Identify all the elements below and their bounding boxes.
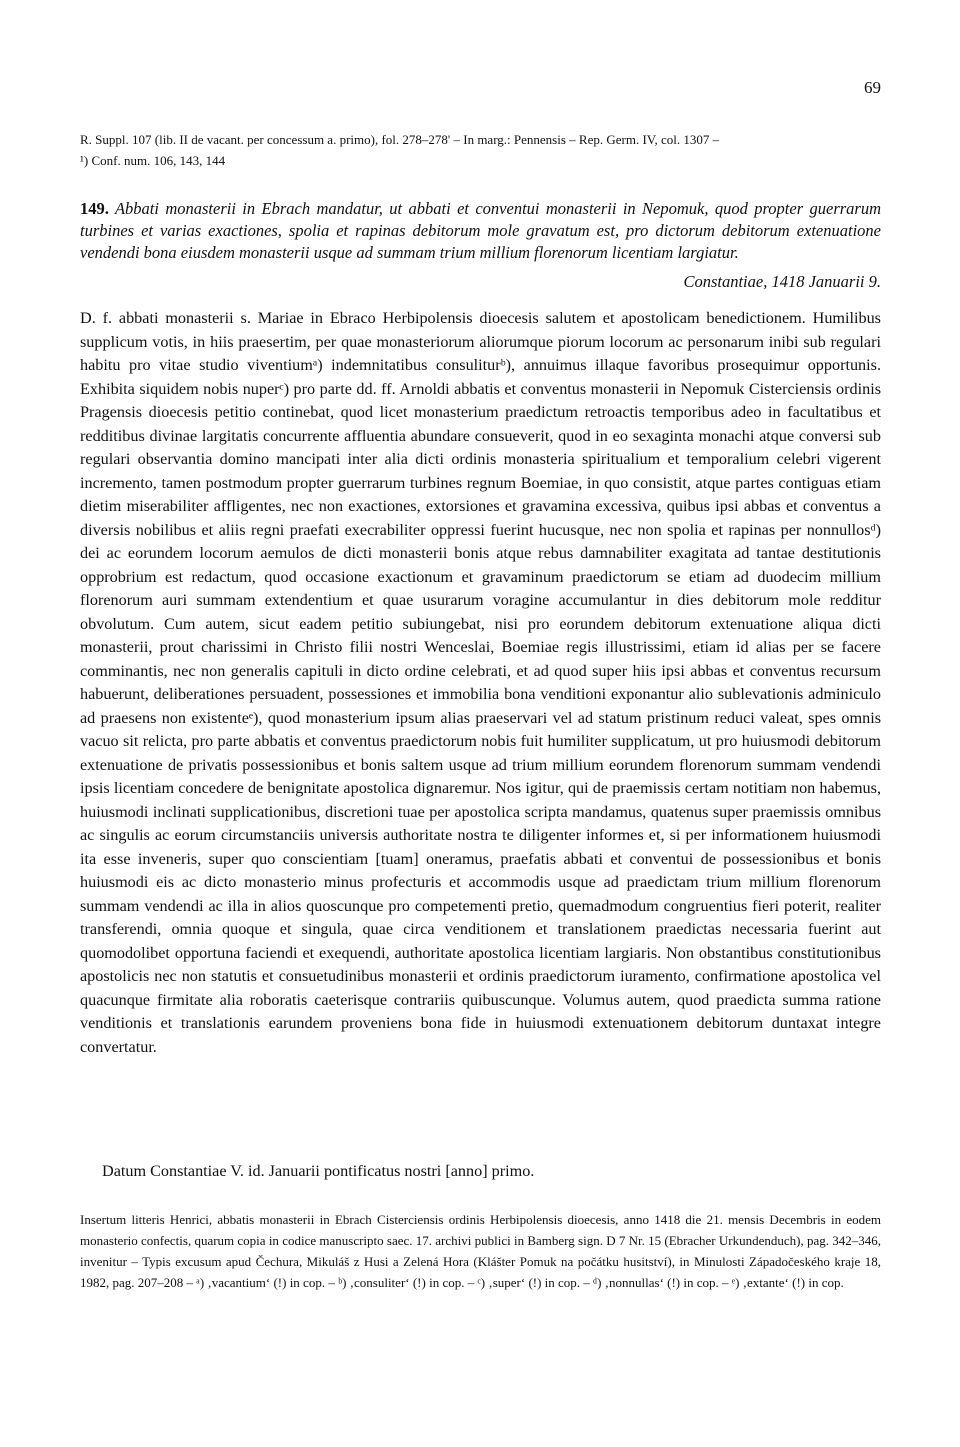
- document-body: [80, 307, 881, 1059]
- document-number: 149.: [80, 199, 109, 218]
- body-paragraph: D. f. abbati monasterii s. Mariae in Ebraco Herbipolensis dioecesis salutem et apostolicam benedictionem. Humilibus supplicum votis, in hiis praesertim, per quae monasteriorum aliorumque piorum locorum ac personarum inibi sub regulari habitu pro vitae studio viventiumᵃ) indemnitatibus consuliturᵇ), annuimus illaque favoribus prosequimur opportunis. Exhibita siquidem nobis nuperᶜ) pro parte dd. ff. Arnoldi abbatis et conventus monasterii in Nepomuk Cisterciensis ordinis Pragensis dioecesis petitio continebat, quod licet monasterium praedictum retroactis temporibus adeo in facultatibus et redditibus divinae largitatis concurrente affluentia abundare consueverit, quod in eo sexaginta monachi atque conversi sub regulari observantia domino mancipati inter alia dicti ordinis monasteria spiritualium et temporalium celebri vigerent incremento, tamen postmodum propter guerrarum turbines regnum Boemiae, in quo consistit, atque partes contiguas etiam dietim miserabiliter affligentes, nec non exactiones, extorsiones et gravamina excessiva, quibus ipsi abbas et conventus a diversis nobilibus et aliis regni praefati execrabiliter oppressi fuerint hucusque, nec non spolia et rapinas per nonnullosᵈ) dei ac eorundem locorum aemulos de dicti monasterii bonis atque rebus damnabiliter exagitata ad tantae destitutionis opprobrium est redactum, quod occasione exactionum et gravaminum praedictorum se etiam ad duodecim millium florenorum auri summam extendentium et quae usurarum voragine accumulantur in dies debitorum mole redditur obvolutum. Cum autem, sicut eadem petitio subiungebat, nisi pro eorundem debitorum extenuatione aliqua dicti monasterii, prout charissimi in Christo filii nostri Wenceslai, Boemiae regis illustrissimi, etiam id alias per se facere comminantis, nec non generalis capituli in dicto ordine celebrati, et ad quod super hiis ipsi abbas et conventus recursum habuerunt, deliberationes persuadent, possessiones et immobilia bona venditioni exponantur alio sublevationis adminiculo ad praesens non existenteᵉ), quod monasterium ipsum alias praeservari vel ad statum pristinum reduci valeat, spes omnis vacuo sit relicta, pro parte abbatis et conventus praedictorum nobis fuit humiliter supplicatum, ut pro huiusmodi debitorum extenuatione de privatis possessionibus et bonis saltem usque ad trium millium eorundem florenorum summam vendendi ipsis licentiam concedere de benignitate apostolica dignaremur. Nos igitur, qui de praemissis certam notitiam non habemus, huiusmodi inclinati supplicationibus, discretioni tuae per apostolica scripta mandamus, quatenus super praemissis omnibus ac singulis ac eorum circumstanciis universis authoritate nostra te diligenter informes et, si per informationem huiusmodi ita esse inveneris, super quo conscientiam [tuam] oneramus, praefatis abbati et conventui de possessionibus et bonis huiusmodi eis ac dicto monasterio minus profecturis et accommodis usque ad praedictam trium millium florenorum summam vendendi ac illa in alios quoscunque pro competementi pretio, quemadmodum congruentius fieri poterit, realiter transferendi, omnia quoque et singula, quae circa venditionem et translationem praedictas necessaria fuerint aut quomodolibet opportuna faciendi et exequendi, authoritate apostolica licentiam largiaris. Non obstantibus constitutionibus apostolicis nec non statutis et consuetudinibus monasterii et ordinis praedictorum iuramento, confirmatione apostolica vel quacunque firmitate alia roboratis caeterisque contrariis quibuscunque. Volumus autem, quod praedicta summa ratione venditionis et translationis earundem proveniens bona fide in huiusmodi extenuationem debitorum duntaxat integre convertatur.: [80, 309, 881, 1056]
- datum-line: Datum Constantiae V. id. Januarii pontificatus nostri [anno] primo.: [102, 1162, 535, 1180]
- regest-text: Abbati monasterii in Ebrach mandatur, ut abbati et conventui monasterii in Nepomuk, quod propter guerrarum turbines et varias exactiones, spolia et rapinas debitorum mole gravatum est, pro dictorum debitorum extenuatione vendendi bona eiusdem monasterii usque ad summam trium millium florenorum licentiam largiatur.: [80, 199, 882, 262]
- header-note-line: ¹) Conf. num. 106, 143, 144: [80, 153, 226, 168]
- header-note-line: R. Suppl. 107 (lib. II de vacant. per concessum a. primo), fol. 278–278' – In marg.: Pennensis – Rep. Germ. IV, col. 1307 –: [80, 132, 720, 147]
- page-number: 69: [864, 78, 881, 97]
- footnote: Insertum litteris Henrici, abbatis monasterii in Ebrach Cisterciensis ordinis Herbipolensis dioecesis, anno 1418 die 21. mensis Decembris in eodem monasterio confectis, quarum copia in codice manuscripto saec. 17. archivi publici in Bamberg sign. D 7 Nr. 15 (Ebracher Urkundenduch), pag. 342–346, invenitur – Typis excusum apud Čechura, Mikuláš z Husi a Zelená Hora (Klášter Pomuk na počátku husitství), in Minulosti Západočeského kraje 18, 1982, pag. 207–208 – ᵃ) ‚vacantium‘ (!) in cop. – ᵇ) ‚consuliter‘ (!) in cop. – ᶜ) ‚super‘ (!) in cop. – ᵈ) ‚nonnullas‘ (!) in cop. – ᵉ) ‚extante‘ (!) in cop.: [80, 1212, 881, 1290]
- place-date: Constantiae, 1418 Januarii 9.: [683, 272, 881, 291]
- document-page: [80, 0, 881, 1447]
- header-notes: [80, 129, 881, 171]
- document-regest: [80, 198, 881, 264]
